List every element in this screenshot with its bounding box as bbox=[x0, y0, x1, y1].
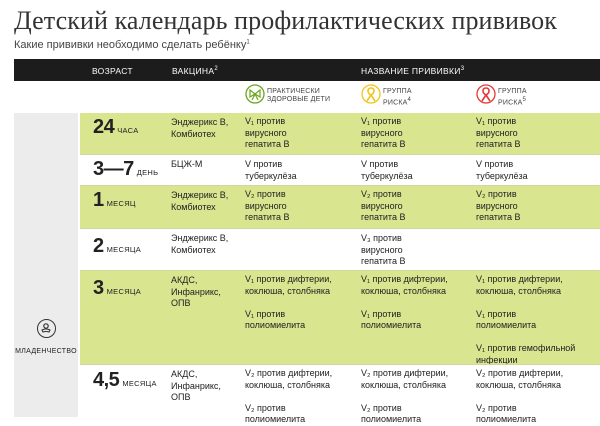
age-cell bbox=[93, 158, 158, 181]
header-name-note: 3 bbox=[460, 66, 465, 73]
table-header-bar bbox=[14, 59, 600, 81]
group-label-line1: ГРУППА bbox=[498, 88, 527, 95]
group-label-line2: ЗДОРОВЫЕ ДЕТИ bbox=[267, 96, 331, 103]
table-row bbox=[80, 154, 600, 186]
group-label bbox=[498, 88, 527, 107]
page-title: Детский календарь профилактических прививок bbox=[14, 6, 557, 35]
header-name-label: НАЗВАНИЕ ПРИВИВКИ bbox=[361, 66, 461, 76]
age-cell bbox=[93, 277, 141, 300]
age-number: 1 bbox=[93, 189, 104, 211]
table-row bbox=[80, 271, 600, 364]
risk-red-cell: V против туберкулёза bbox=[476, 159, 528, 181]
group-label-line1: ПРАКТИЧЕСКИ bbox=[267, 88, 320, 95]
vaccine-cell: Энджерикс В, Комбиотех bbox=[171, 190, 229, 212]
age-cell bbox=[93, 189, 136, 212]
vaccine-cell: АКДС, Инфанрикс, ОПВ bbox=[171, 369, 221, 402]
age-number: 24 bbox=[93, 116, 115, 138]
header-vaccine-note: 2 bbox=[214, 66, 218, 73]
vaccine-cell: Энджерикс В, Комбиотех bbox=[171, 117, 229, 139]
subtitle-text: Какие прививки необходимо сделать ребёнку bbox=[14, 39, 247, 51]
age-cell bbox=[93, 369, 157, 392]
age-number: 4,5 bbox=[93, 369, 120, 391]
vaccine-cell: АКДС, Инфанрикс, ОПВ bbox=[171, 275, 221, 308]
group-note: 4 bbox=[407, 97, 412, 103]
bow-icon bbox=[245, 84, 265, 104]
risk-yellow-cell: V против туберкулёза bbox=[361, 159, 413, 181]
age-period-label: МЛАДЕНЧЕСТВО bbox=[15, 348, 77, 355]
subtitle-footnote: 1 bbox=[246, 39, 250, 46]
group-label-line2: РИСКА bbox=[383, 99, 408, 107]
group-note: 5 bbox=[522, 97, 527, 103]
group-label bbox=[383, 88, 412, 107]
table-row bbox=[80, 364, 600, 424]
healthy-cell: V₁ против дифтерии, коклюша, столбняка V₁ против полиомиелита bbox=[245, 274, 332, 330]
header-age: ВОЗРАСТ bbox=[92, 66, 133, 76]
age-cell bbox=[93, 235, 141, 258]
group-label-line1: ГРУППА bbox=[383, 88, 412, 95]
age-unit: ДЕНЬ bbox=[136, 168, 159, 177]
group-label-line2: РИСКА bbox=[498, 99, 523, 107]
risk-yellow-cell: V₂ против дифтерии, коклюша, столбняка V₂ против полиомиелита bbox=[361, 368, 449, 424]
header-vaccination-name bbox=[361, 66, 464, 76]
risk-red-cell: V₁ против дифтерии, коклюша, столбняка V₁ против полиомиелита V₁ против гемофильной инфекции bbox=[476, 274, 576, 365]
age-number: 3 bbox=[93, 277, 104, 299]
age-unit: МЕСЯЦ bbox=[106, 199, 136, 208]
healthy-cell: V₁ против вирусного гепатита В bbox=[245, 116, 290, 149]
table-row bbox=[80, 186, 600, 228]
age-number: 3—7 bbox=[93, 158, 134, 180]
group-label bbox=[267, 88, 330, 104]
risk-red-cell: V₂ против дифтерии, коклюша, столбняка V₂ против полиомиелита bbox=[476, 368, 564, 424]
table-row bbox=[80, 113, 600, 154]
risk-red-cell: V₂ против вирусного гепатита В bbox=[476, 189, 521, 222]
age-unit: МЕСЯЦА bbox=[106, 287, 142, 296]
risk-yellow-cell: V₁ против дифтерии, коклюша, столбняка V₁ против полиомиелита bbox=[361, 274, 448, 330]
risk-yellow-cell: V₁ против вирусного гепатита В bbox=[361, 116, 406, 149]
age-period-sidebar bbox=[14, 113, 78, 417]
healthy-cell: V₂ против вирусного гепатита В bbox=[245, 189, 290, 222]
risk-yellow-cell: V₃ против вирусного гепатита В bbox=[361, 233, 406, 266]
header-vaccine bbox=[172, 66, 218, 76]
red-ribbon-icon bbox=[476, 84, 496, 104]
vaccine-cell: БЦЖ-М bbox=[171, 159, 203, 169]
risk-red-cell: V₁ против вирусного гепатита В bbox=[476, 116, 521, 149]
age-unit: ЧАСА bbox=[117, 126, 139, 135]
page-subtitle bbox=[14, 39, 250, 51]
healthy-cell: V₂ против дифтерии, коклюша, столбняка V₂ против полиомиелита bbox=[245, 368, 333, 424]
yellow-ribbon-icon bbox=[361, 84, 381, 104]
age-number: 2 bbox=[93, 235, 104, 257]
vaccine-cell: Энджерикс В, Комбиотех bbox=[171, 233, 229, 255]
pacifier-icon bbox=[37, 319, 56, 338]
risk-yellow-cell: V₂ против вирусного гепатита В bbox=[361, 189, 406, 222]
age-unit: МЕСЯЦА bbox=[122, 379, 157, 388]
age-cell bbox=[93, 116, 139, 139]
healthy-cell: V против туберкулёза bbox=[245, 159, 297, 181]
header-vaccine-label: ВАКЦИНА bbox=[172, 66, 215, 76]
age-unit: МЕСЯЦА bbox=[106, 245, 142, 254]
table-row bbox=[80, 228, 600, 271]
